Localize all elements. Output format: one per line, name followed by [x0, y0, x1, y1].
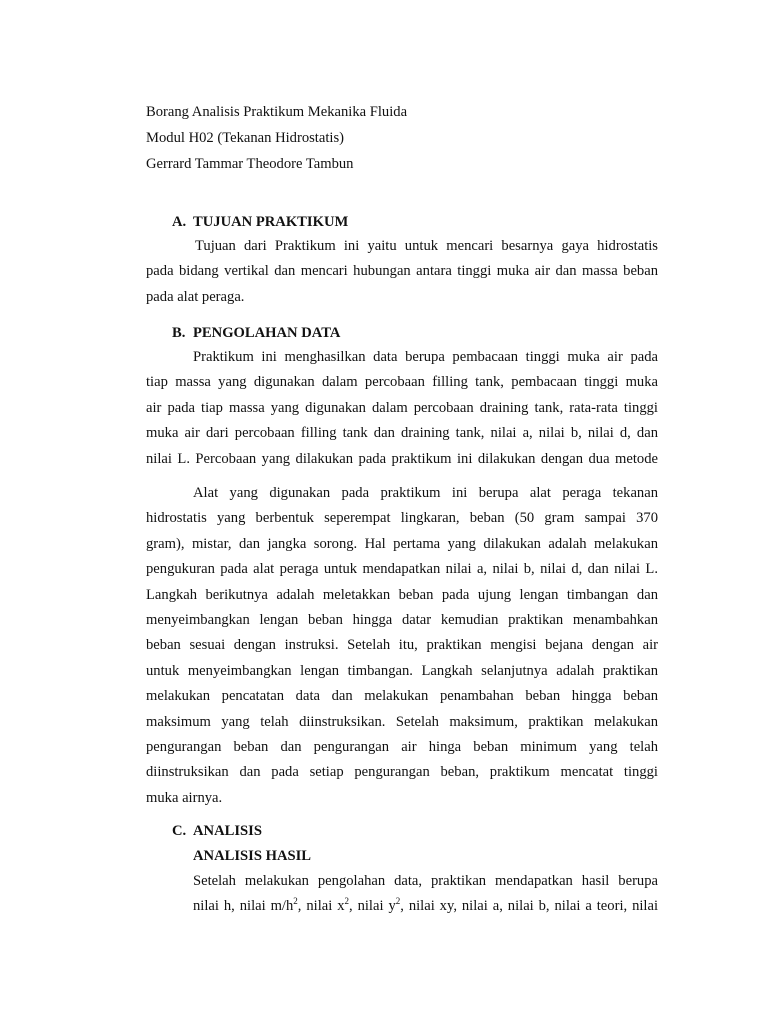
superscript: 2 [293, 895, 298, 906]
section-c-paragraph [193, 869, 658, 920]
document-title: Borang Analisis Praktikum Mekanika Fluida [146, 104, 408, 120]
section-b-letter: B. [172, 325, 186, 341]
section-c-subheading: ANALISIS HASIL [193, 848, 312, 864]
paragraph-line: Praktikum ini menghasilkan data berupa pembacaan tinggi muka air pada [193, 349, 658, 365]
section-a-title: TUJUAN PRAKTIKUM [193, 214, 349, 230]
superscript: 2 [344, 895, 350, 906]
section-b-heading [172, 323, 340, 343]
paragraph-line: pada bidang vertikal dan mencari hubungan antara tinggi muka air dan massa beban [146, 263, 658, 280]
paragraph-line: muka air dari percobaan filling tank dan draining tank, nilai a, nilai b, nilai d, dan [146, 425, 658, 442]
paragraph-line: Setelah melakukan pengolahan data, praktikan mendapatkan hasil berupa [193, 873, 658, 889]
paragraph-line: Alat yang digunakan pada praktikum ini berupa alat peraga tekanan [193, 485, 658, 501]
section-b-paragraph-2 [146, 481, 658, 811]
paragraph-line: Tujuan dari Praktikum ini yaitu untuk mencari besarnya gaya hidrostatis [195, 238, 658, 254]
text-run: , nilai x [297, 898, 345, 915]
paragraph-line: diinstruksikan dan pada setiap pengurangan beban, praktikum mencatat tinggi [146, 764, 658, 781]
paragraph-line: menyeimbangkan lengan beban hingga datar kemudian praktikan menambahkan [146, 611, 658, 628]
superscript: 2 [395, 895, 401, 906]
paragraph-line: untuk menyeimbangkan lengan timbangan. Langkah selanjutnya adalah praktikan [146, 662, 658, 679]
paragraph-line-with-superscripts [193, 894, 658, 919]
text-run: , nilai xy, nilai a, nilai b, nilai a teori, nilai [400, 898, 659, 915]
section-c-heading [172, 821, 262, 841]
section-c-letter: C. [172, 823, 187, 839]
paragraph-line: hidrostatis yang berbentuk seperempat lingkaran, beban (50 gram sampai 370 [146, 510, 658, 527]
paragraph-line: maksimum yang telah diinstruksikan. Setelah maksimum, praktikan melakukan [146, 713, 658, 730]
section-b-paragraph-1 [146, 345, 658, 472]
section-c-title: ANALISIS [193, 823, 262, 839]
paragraph-line: nilai L. Percobaan yang dilakukan pada praktikum ini dilakukan dengan dua metode [146, 450, 658, 467]
paragraph-line: beban sesuai dengan instruksi. Setelah itu, praktikan mengisi bejana dengan air [146, 637, 658, 654]
paragraph-line: air pada tiap massa yang digunakan dalam percobaan draining tank, rata-rata tinggi [146, 399, 658, 416]
paragraph-line: gram), mistar, dan jangka sorong. Hal pertama yang dilakukan adalah melakukan [146, 535, 658, 552]
text-run: , nilai y [349, 898, 396, 915]
module-name: Modul H02 (Tekanan Hidrostatis) [146, 130, 344, 146]
paragraph-line: pengukuran pada alat peraga untuk mendapatkan nilai a, nilai b, nilai d, dan nilai L. [146, 561, 658, 578]
paragraph-line: pada alat peraga. [146, 288, 245, 305]
paragraph-line: muka airnya. [146, 789, 223, 806]
section-a-letter: A. [172, 214, 187, 230]
paragraph-line: melakukan pencatatan data dan melakukan penambahan beban hingga beban [146, 688, 658, 705]
author-name: Gerrard Tammar Theodore Tambun [146, 156, 354, 172]
section-a-paragraph [146, 234, 658, 310]
text-run: nilai h, nilai m/h [193, 898, 294, 915]
paragraph-line: Langkah berikutnya adalah meletakkan beban pada ujung lengan timbangan dan [146, 586, 658, 603]
section-b-title: PENGOLAHAN DATA [193, 325, 341, 341]
paragraph-line: tiap massa yang digunakan dalam percobaan filling tank, pembacaan tinggi muka [146, 374, 658, 391]
paragraph-line: pengurangan beban dan pengurangan air hinga beban minimum yang telah [146, 738, 658, 755]
section-a-heading [172, 212, 348, 232]
